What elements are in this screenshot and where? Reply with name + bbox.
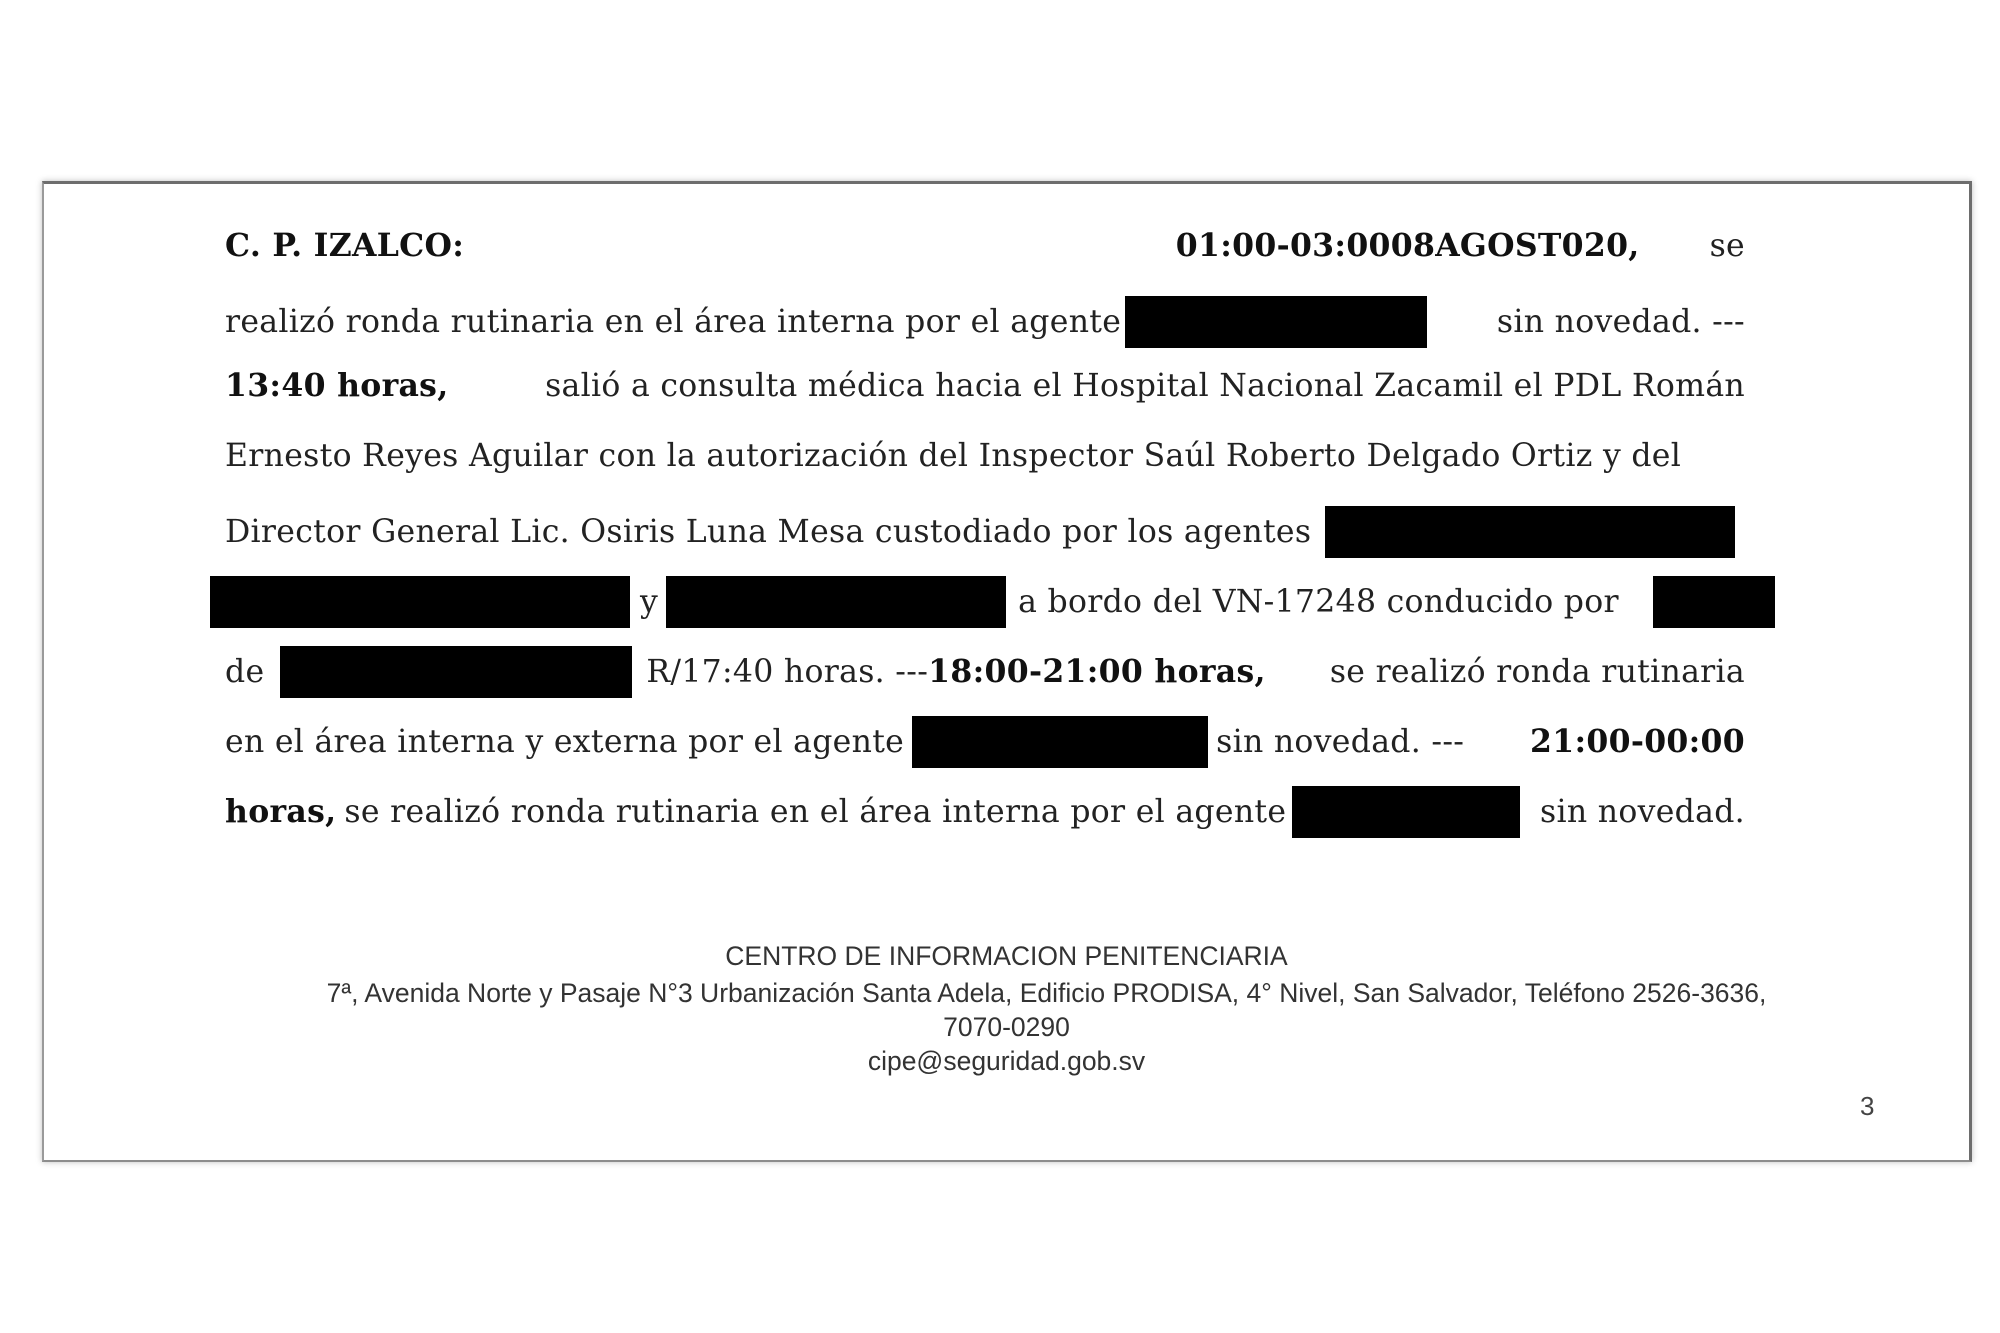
redaction-box	[912, 716, 1208, 768]
redaction-box	[210, 576, 630, 628]
redaction-box	[666, 576, 1006, 628]
line-1	[225, 226, 1745, 266]
text-segment: sin novedad. ---	[1496, 304, 1745, 340]
document-page	[42, 181, 1972, 1162]
text-segment: R/17:40 horas. ---	[646, 654, 929, 690]
redaction-box	[280, 646, 632, 698]
text-segment: Director General Lic. Osiris Luna Mesa custodiado por los agentes	[225, 514, 1312, 550]
footer-address: 7ª, Avenida Norte y Pasaje N°3 Urbanización Santa Adela, Edificio PRODISA, 4° Nivel, San Salvador, Teléfono 2526-3636,	[326, 978, 1767, 1008]
redaction-box	[1292, 786, 1520, 838]
line-2	[225, 296, 1745, 348]
text-segment: a bordo del VN-17248 conducido por	[1018, 584, 1619, 620]
text-segment: sin novedad. ---	[1216, 724, 1465, 760]
line-8	[225, 716, 1745, 768]
text-segment: Ernesto Reyes Aguilar con la autorización del Inspector Saúl Roberto Delgado Ortiz y del	[225, 438, 1682, 474]
time-bold: 21:00-00:00	[1530, 723, 1745, 760]
text-segment: se realizó ronda rutinaria en el área interna por el agente	[344, 794, 1287, 830]
time-bold: 18:00-21:00 horas,	[928, 653, 1266, 690]
line-3	[225, 366, 1745, 406]
text-segment: realizó ronda rutinaria en el área interna por el agente	[225, 304, 1122, 340]
page-number: 3	[1860, 1091, 1875, 1121]
line-5	[225, 506, 1825, 558]
footer-phone: 7070-0290	[943, 1012, 1070, 1042]
redaction-box	[1653, 576, 1775, 628]
footer-org: CENTRO DE INFORMACION PENITENCIARIA	[725, 941, 1288, 971]
section-heading: C. P. IZALCO:	[225, 227, 465, 264]
text-segment: en el área interna y externa por el agente	[225, 724, 905, 760]
line-9	[225, 786, 1745, 838]
line-6	[210, 576, 1775, 638]
text-segment: salió a consulta médica hacia el Hospital Nacional Zacamil el PDL Román	[545, 368, 1745, 404]
text-segment: se realizó ronda rutinaria	[1329, 654, 1745, 690]
footer-email: cipe@seguridad.gob.sv	[867, 1046, 1146, 1076]
text-se: se	[1709, 228, 1745, 264]
redaction-box	[1325, 506, 1735, 558]
line-4	[225, 436, 1745, 476]
date-range: 01:00-03:0008AGOST020,	[1175, 227, 1640, 264]
line-7	[225, 646, 1745, 698]
time-bold: 13:40 horas,	[225, 367, 449, 404]
time-bold: horas,	[225, 793, 337, 830]
text-y: y	[640, 584, 659, 620]
text-segment: sin novedad.	[1540, 794, 1745, 830]
redaction-box	[1125, 296, 1427, 348]
text-de: de	[225, 654, 265, 690]
